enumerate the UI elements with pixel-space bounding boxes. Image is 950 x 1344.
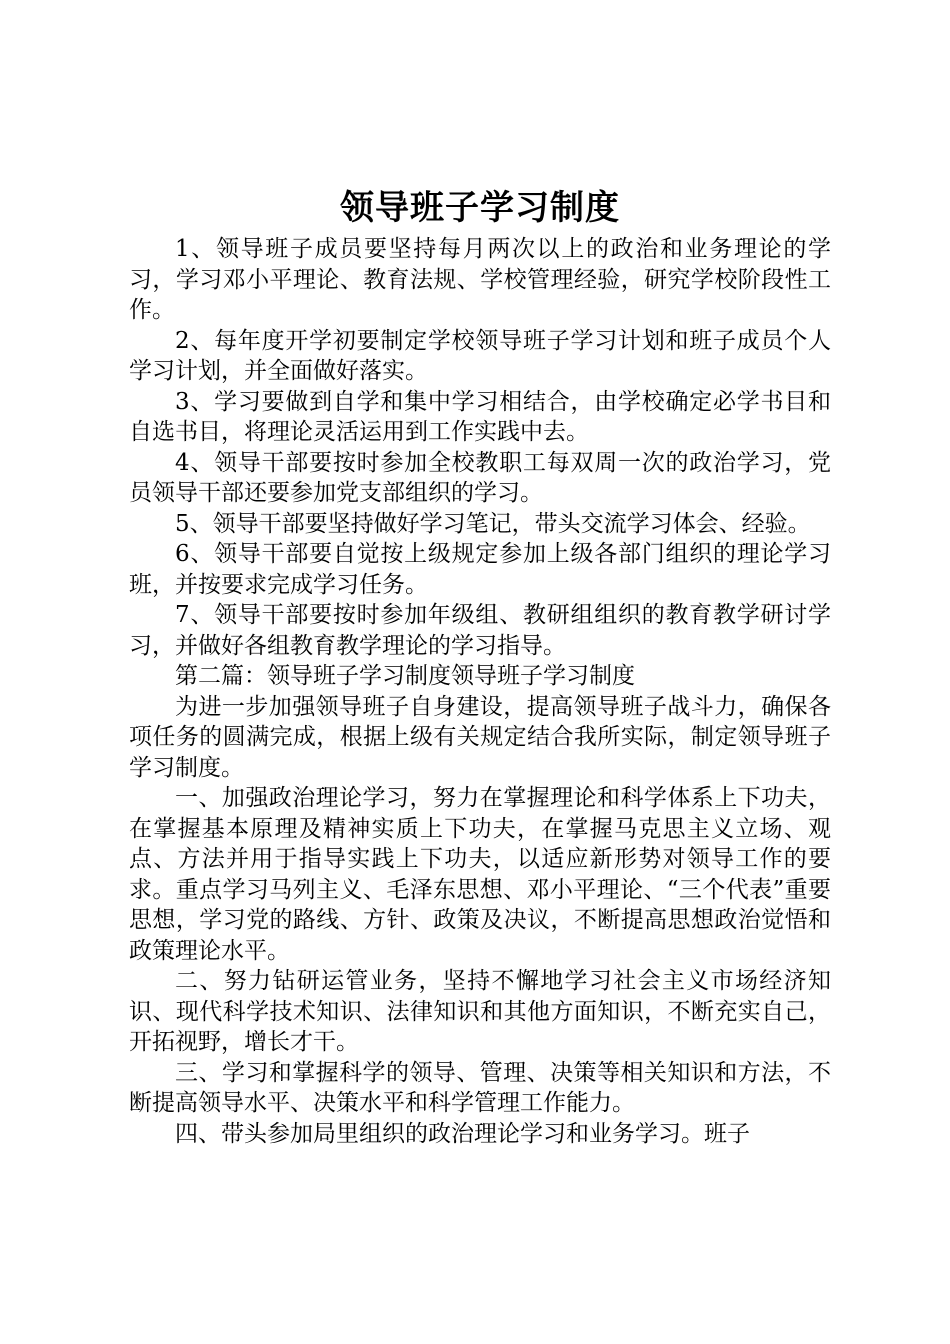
paragraph-section-1: 一、加强政治理论学习，努力在掌握理论和科学体系上下功夫，在掌握基本原理及精神实质上下功夫，在掌握马克思主义立场、观点、方法并用于指导实践上下功夫，以适应新形势对领导工作的要求。重点学习马列主义、毛泽东思想、邓小平理论、“三个代表”重要思想，学习党的路线、方针、政策及决议，不断提高思想政治觉悟和政策理论水平。 (129, 785, 831, 964)
paragraph-section-3: 三、学习和掌握科学的领导、管理、决策等相关知识和方法，不断提高领导水平、决策水平和科学管理工作能力。 (129, 1059, 831, 1116)
paragraph-rule-4: 4、领导干部要按时参加全校教职工每双周一次的政治学习，党员领导干部还要参加党支部组织的学习。 (129, 449, 831, 506)
paragraph-section-4: 四、带头参加局里组织的政治理论学习和业务学习。班子 (175, 1120, 750, 1147)
document-title: 领导班子学习制度 (340, 188, 620, 228)
paragraph-rule-5: 5、领导干部要坚持做好学习笔记，带头交流学习体会、经验。 (175, 510, 811, 537)
section-heading-part-two: 第二篇：领导班子学习制度领导班子学习制度 (175, 663, 635, 689)
paragraph-rule-1: 1、领导班子成员要坚持每月两次以上的政治和业务理论的学习，学习邓小平理论、教育法规、学校管理经验，研究学校阶段性工作。 (129, 236, 831, 323)
paragraph-rule-2: 2、每年度开学初要制定学校领导班子学习计划和班子成员个人学习计划，并全面做好落实。 (129, 327, 831, 384)
paragraph-section-2: 二、努力钻研运管业务，坚持不懈地学习社会主义市场经济知识、现代科学技术知识、法律知识和其他方面知识，不断充实自己，开拓视野，增长才干。 (129, 968, 831, 1055)
document-page (129, 186, 831, 1149)
paragraph-rule-7: 7、领导干部要按时参加年级组、教研组组织的教育教学研讨学习，并做好各组教育教学理论的学习指导。 (129, 602, 831, 659)
paragraph-rule-3: 3、学习要做到自学和集中学习相结合，由学校确定必学书目和自选书目，将理论灵活运用到工作实践中去。 (129, 388, 831, 445)
paragraph-intro: 为进一步加强领导班子自身建设，提高领导班子战斗力，确保各项任务的圆满完成，根据上级有关规定结合我所实际，制定领导班子学习制度。 (129, 693, 831, 781)
paragraph-rule-6: 6、领导干部要自觉按上级规定参加上级各部门组织的理论学习班，并按要求完成学习任务。 (129, 541, 831, 598)
